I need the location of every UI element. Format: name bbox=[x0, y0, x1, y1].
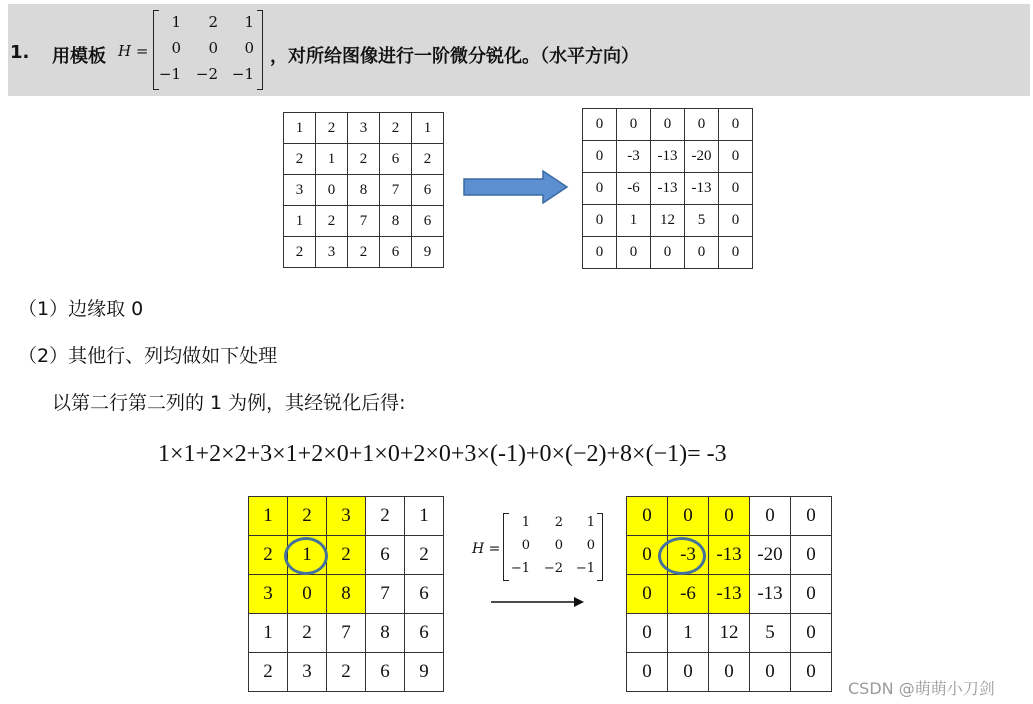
grid-cell: 2 bbox=[412, 144, 444, 175]
grid-cell: -13 bbox=[709, 536, 750, 575]
grid-row bbox=[627, 575, 832, 614]
grid-row bbox=[627, 497, 832, 536]
grid-cell: 0 bbox=[791, 536, 832, 575]
grid-cell: 2 bbox=[249, 653, 288, 692]
grid-cell: 3 bbox=[348, 113, 380, 144]
grid-cell: -13 bbox=[750, 575, 791, 614]
grid-cell: 0 bbox=[316, 175, 348, 206]
grid-cell: 1 bbox=[405, 497, 444, 536]
note-other: （2）其他行、列均做如下处理 bbox=[18, 345, 278, 367]
matrix-label: H = bbox=[118, 42, 149, 60]
grid-cell: 0 bbox=[719, 205, 753, 237]
grid-cell: 3 bbox=[327, 497, 366, 536]
grid-cell: 6 bbox=[366, 536, 405, 575]
grid-cell: 0 bbox=[685, 109, 719, 141]
grid-cell: -6 bbox=[668, 575, 709, 614]
grid-cell: 0 bbox=[668, 497, 709, 536]
grid-cell: 6 bbox=[380, 144, 412, 175]
grid-cell: 0 bbox=[627, 536, 668, 575]
grid-cell: 3 bbox=[249, 575, 288, 614]
calculation-formula: 1×1+2×2+3×1+2×0+1×0+2×0+3×(-1)+0×(−2)+8×(−1)= -3 bbox=[158, 441, 727, 467]
grid-cell: 8 bbox=[380, 206, 412, 237]
grid-cell: 2 bbox=[405, 536, 444, 575]
grid-cell: 0 bbox=[288, 575, 327, 614]
grid-cell: 5 bbox=[750, 614, 791, 653]
grid-row bbox=[583, 173, 753, 205]
grid-cell: 9 bbox=[405, 653, 444, 692]
question-number: 1. bbox=[10, 42, 30, 63]
grid-row bbox=[627, 614, 832, 653]
grid-cell: 0 bbox=[719, 109, 753, 141]
grid-cell: 8 bbox=[348, 175, 380, 206]
grid-cell: -6 bbox=[617, 173, 651, 205]
grid-cell: 0 bbox=[719, 173, 753, 205]
grid-row bbox=[249, 614, 444, 653]
matrix-cell: 2 bbox=[208, 13, 218, 31]
watermark: CSDN @萌萌小刀剑 bbox=[848, 679, 995, 698]
matrix-cell: −1 bbox=[231, 65, 254, 83]
matrix-cell: −1 bbox=[575, 561, 595, 576]
input-image-grid bbox=[283, 112, 444, 268]
grid-row bbox=[583, 237, 753, 269]
grid-cell: 0 bbox=[627, 614, 668, 653]
grid-cell: 2 bbox=[348, 237, 380, 268]
grid-row bbox=[284, 144, 444, 175]
grid-cell: 6 bbox=[380, 237, 412, 268]
grid-cell: 2 bbox=[316, 113, 348, 144]
template-matrix bbox=[153, 10, 263, 90]
grid-cell: 0 bbox=[583, 109, 617, 141]
grid-cell: 3 bbox=[316, 237, 348, 268]
right-arrow-icon bbox=[463, 170, 569, 204]
grid-cell: 2 bbox=[288, 497, 327, 536]
grid-cell: 1 bbox=[288, 536, 327, 575]
grid-cell: 7 bbox=[380, 175, 412, 206]
grid-cell: -20 bbox=[685, 141, 719, 173]
grid-cell: -3 bbox=[668, 536, 709, 575]
note-edge: （1）边缘取 0 bbox=[18, 298, 144, 320]
matrix-cell: 1 bbox=[244, 13, 254, 31]
grid-cell: 2 bbox=[284, 237, 316, 268]
grid-cell: 2 bbox=[284, 144, 316, 175]
grid-cell: -13 bbox=[651, 173, 685, 205]
grid-cell: 6 bbox=[405, 614, 444, 653]
grid-cell: 2 bbox=[348, 144, 380, 175]
grid-cell: 0 bbox=[709, 497, 750, 536]
grid-cell: 1 bbox=[249, 614, 288, 653]
grid-row bbox=[583, 205, 753, 237]
grid-cell: 6 bbox=[405, 575, 444, 614]
grid-cell: 6 bbox=[412, 175, 444, 206]
grid-cell: 1 bbox=[249, 497, 288, 536]
matrix-cell: −1 bbox=[510, 561, 530, 576]
grid-cell: 0 bbox=[583, 237, 617, 269]
grid-cell: 5 bbox=[685, 205, 719, 237]
grid-cell: 0 bbox=[791, 497, 832, 536]
grid-cell: 0 bbox=[685, 237, 719, 269]
result-circle bbox=[658, 537, 706, 575]
grid-cell: 2 bbox=[327, 536, 366, 575]
matrix-cell: 1 bbox=[171, 13, 181, 31]
grid-cell: 1 bbox=[284, 113, 316, 144]
grid-cell: 8 bbox=[366, 614, 405, 653]
matrix-cell: 0 bbox=[208, 39, 218, 57]
grid-cell: 1 bbox=[316, 144, 348, 175]
matrix-cell: −2 bbox=[543, 561, 563, 576]
grid-row bbox=[583, 141, 753, 173]
grid-row bbox=[249, 536, 444, 575]
grid-cell: 0 bbox=[791, 653, 832, 692]
grid-cell: 0 bbox=[583, 173, 617, 205]
grid-row bbox=[249, 575, 444, 614]
matrix-cell: 2 bbox=[554, 515, 563, 530]
grid-cell: -13 bbox=[651, 141, 685, 173]
grid-cell: -20 bbox=[750, 536, 791, 575]
grid-row bbox=[284, 206, 444, 237]
grid-cell: 8 bbox=[327, 575, 366, 614]
grid-cell: 0 bbox=[617, 237, 651, 269]
highlight-circle bbox=[284, 537, 328, 575]
grid-cell: 0 bbox=[651, 109, 685, 141]
input-grid-highlighted bbox=[248, 496, 444, 692]
grid-cell: -13 bbox=[685, 173, 719, 205]
grid-row bbox=[249, 653, 444, 692]
matrix-cell: 1 bbox=[586, 515, 595, 530]
grid-cell: 0 bbox=[750, 653, 791, 692]
matrix-cell: 0 bbox=[244, 39, 254, 57]
grid-cell: 9 bbox=[412, 237, 444, 268]
grid-row bbox=[284, 175, 444, 206]
grid-cell: 2 bbox=[288, 614, 327, 653]
grid-row bbox=[249, 497, 444, 536]
matrix-cell: 1 bbox=[521, 515, 530, 530]
output-image-grid bbox=[582, 108, 753, 269]
grid-cell: 2 bbox=[327, 653, 366, 692]
grid-cell: 1 bbox=[617, 205, 651, 237]
matrix-cell: −2 bbox=[195, 65, 218, 83]
matrix-label-small: H = bbox=[472, 541, 501, 557]
question-prefix: 用模板 bbox=[52, 46, 106, 67]
grid-cell: 0 bbox=[627, 575, 668, 614]
matrix-cell: 0 bbox=[521, 538, 530, 553]
output-grid-highlighted bbox=[626, 496, 832, 692]
grid-row bbox=[583, 109, 753, 141]
note-example: 以第二行第二列的 1 为例，其经锐化后得: bbox=[52, 392, 406, 414]
grid-cell: 0 bbox=[750, 497, 791, 536]
grid-cell: 12 bbox=[709, 614, 750, 653]
grid-cell: 0 bbox=[583, 141, 617, 173]
grid-cell: 0 bbox=[791, 614, 832, 653]
grid-row bbox=[627, 653, 832, 692]
grid-cell: -3 bbox=[617, 141, 651, 173]
grid-cell: 0 bbox=[668, 653, 709, 692]
grid-row bbox=[284, 113, 444, 144]
grid-cell: 3 bbox=[284, 175, 316, 206]
grid-cell: 0 bbox=[791, 575, 832, 614]
grid-cell: 2 bbox=[316, 206, 348, 237]
grid-row bbox=[284, 237, 444, 268]
template-matrix-small bbox=[503, 513, 603, 581]
matrix-cell: 0 bbox=[554, 538, 563, 553]
grid-cell: 0 bbox=[627, 497, 668, 536]
question-suffix: ，对所给图像进行一阶微分锐化。（水平方向） bbox=[270, 46, 639, 67]
grid-cell: 0 bbox=[709, 653, 750, 692]
grid-cell: 2 bbox=[249, 536, 288, 575]
grid-cell: 7 bbox=[366, 575, 405, 614]
grid-cell: 1 bbox=[412, 113, 444, 144]
grid-cell: 0 bbox=[627, 653, 668, 692]
matrix-cell: 0 bbox=[586, 538, 595, 553]
grid-cell: 1 bbox=[284, 206, 316, 237]
grid-cell: 12 bbox=[651, 205, 685, 237]
grid-cell: 1 bbox=[668, 614, 709, 653]
grid-cell: 0 bbox=[651, 237, 685, 269]
matrix-cell: −1 bbox=[158, 65, 181, 83]
grid-cell: 0 bbox=[583, 205, 617, 237]
right-arrow-thin-icon bbox=[490, 595, 586, 609]
grid-cell: 6 bbox=[412, 206, 444, 237]
grid-cell: 0 bbox=[719, 141, 753, 173]
grid-cell: 7 bbox=[348, 206, 380, 237]
grid-cell: 2 bbox=[366, 497, 405, 536]
matrix-cell: 0 bbox=[171, 39, 181, 57]
grid-cell: 7 bbox=[327, 614, 366, 653]
grid-cell: 3 bbox=[288, 653, 327, 692]
grid-cell: 2 bbox=[380, 113, 412, 144]
grid-cell: 0 bbox=[617, 109, 651, 141]
question-header bbox=[8, 4, 1030, 96]
grid-cell: 6 bbox=[366, 653, 405, 692]
grid-cell: 0 bbox=[719, 237, 753, 269]
grid-cell: -13 bbox=[709, 575, 750, 614]
